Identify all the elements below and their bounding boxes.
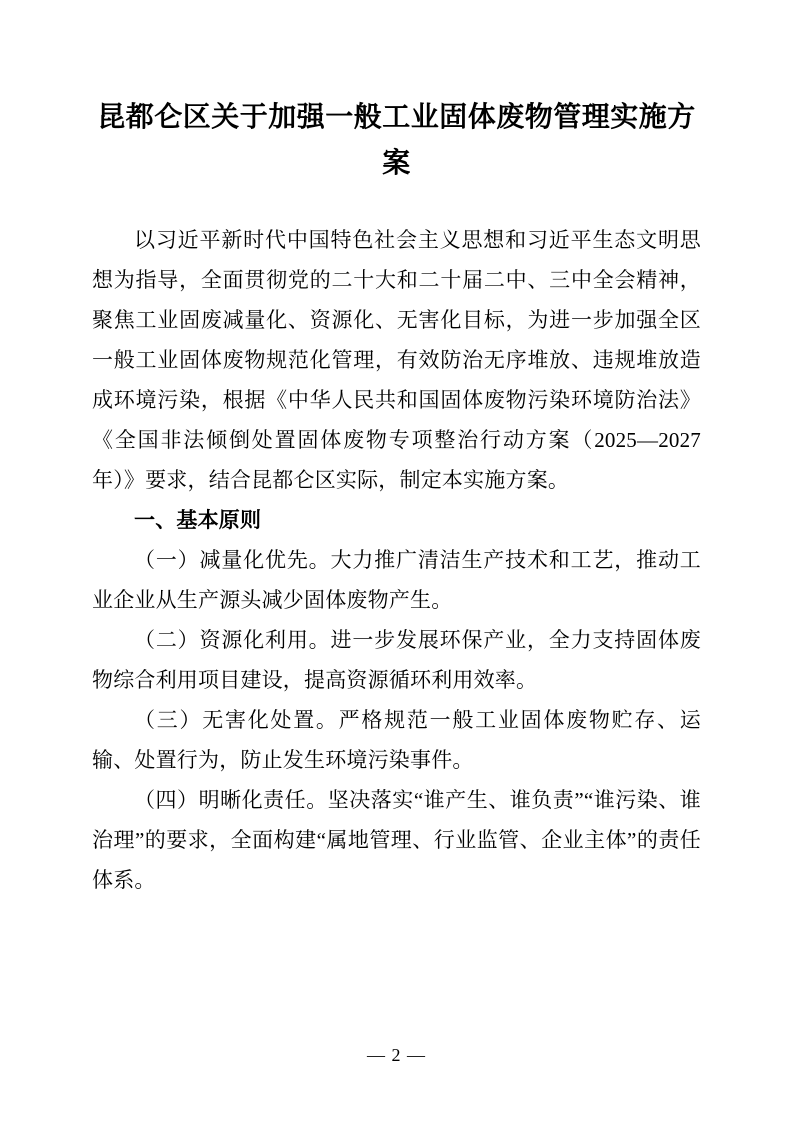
page-number: — 2 — [367, 1045, 426, 1065]
section-heading-basic-principles: 一、基本原则 [134, 508, 262, 532]
paragraph-principle-3: （三）无害化处置。严格规范一般工业固体废物贮存、运输、处置行为，防止发生环境污染事件。 [92, 708, 701, 772]
paragraph-principle-1: （一）减量化优先。大力推广清洁生产技术和工艺，推动工业企业从生产源头减少固体废物产生。 [92, 548, 701, 612]
page-title: 昆都仑区关于加强一般工业固体废物管理实施方案 [97, 100, 696, 179]
paragraph-principle-4: （四）明晰化责任。坚决落实“谁产生、谁负责”“谁污染、谁治理”的要求，全面构建“属地管理、行业监管、企业主体”的责任体系。 [92, 788, 701, 892]
document-body [92, 220, 701, 900]
paragraph-preamble: 以习近平新时代中国特色社会主义思想和习近平生态文明思想为指导，全面贯彻党的二十大和二十届二中、三中全会精神，聚焦工业固废减量化、资源化、无害化目标，为进一步加强全区一般工业固体废物规范化管理，有效防治无序堆放、违规堆放造成环境污染，根据《中华人民共和国固体废物污染环境防治法》《全国非法倾倒处置固体废物专项整治行动方案（2025—2027 年）》要求，结合昆都仑区实际，制定本实施方案。 [92, 228, 701, 492]
paragraph-principle-2: （二）资源化利用。进一步发展环保产业，全力支持固体废物综合利用项目建设，提高资源循环利用效率。 [92, 628, 701, 692]
